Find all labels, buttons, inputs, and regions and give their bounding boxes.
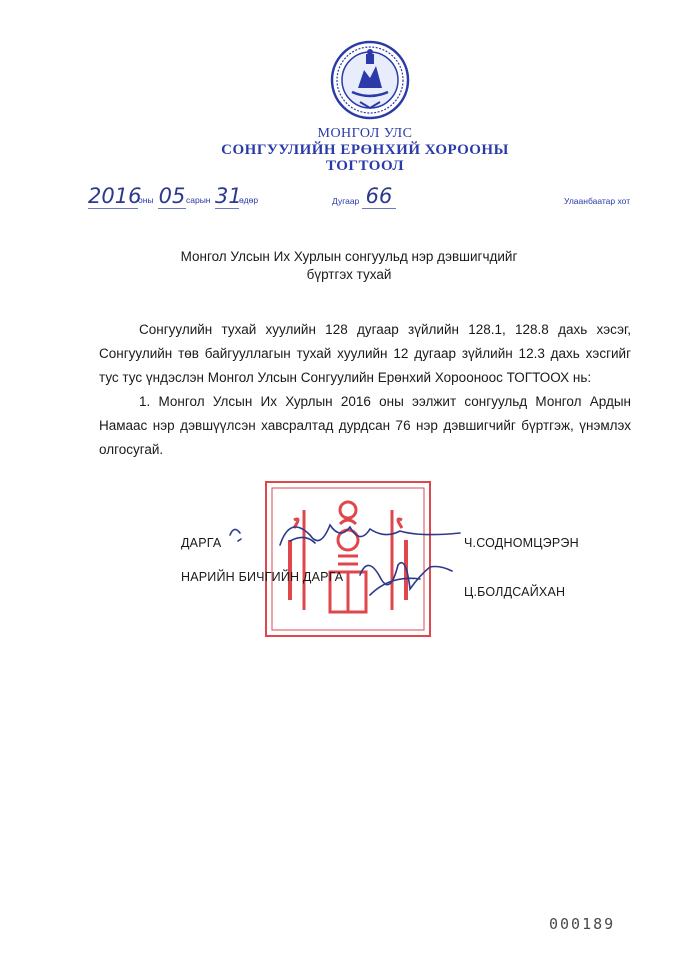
date-year-suffix: оны: [138, 195, 154, 205]
date-year: 2016: [88, 184, 142, 208]
date-month: 05: [158, 184, 186, 208]
state-emblem-icon: [330, 40, 410, 120]
secretary-name: Ц.БОЛДСАЙХАН: [464, 585, 566, 599]
signatures-icon: [220, 505, 470, 615]
document-title: [0, 248, 698, 284]
number-value: 66: [362, 184, 396, 209]
chair-title: ДАРГА: [181, 536, 222, 550]
number-label: Дугаар: [332, 196, 360, 206]
country-name: МОНГОЛ УЛС: [317, 126, 413, 141]
document-type: ТОГТООЛ: [325, 158, 405, 174]
organization-name: СОНГУУЛИЙН ЕРӨНХИЙ ХОРООНЫ: [221, 142, 509, 158]
body-paragraph-1: Сонгуулийн тухай хуулийн 128 дугаар зүйлийн 128.1, 128.8 дахь хэсэг, Сонгуулийн төв байгууллагын тухай хуулийн 12 дугаар зүйлийн 12.3 дахь хэсгийг тус тус үндэслэн Монгол Улсын Сонгуулийн Ерөнхий Хорооноос ТОГТООХ нь:: [99, 322, 631, 385]
date-day: 31: [214, 184, 242, 208]
place-name: Улаанбаатар хот: [564, 196, 631, 206]
date-day-suffix: өдөр: [238, 195, 259, 205]
chair-name: Ч.СОДНОМЦЭРЭН: [464, 536, 579, 550]
body-paragraph-2: 1. Монгол Улсын Их Хурлын 2016 оны ээлжит сонгуульд Монгол Ардын Намаас нэр дэвшүүлсэн хавсралтад дурдсан 76 нэр дэвшигчийг бүртгэж, үнэмлэх олгосугай.: [99, 394, 631, 457]
serial-number: 000189: [549, 915, 616, 933]
secretary-title: НАРИЙН БИЧГИЙН ДАРГА: [181, 570, 344, 584]
title-line-1: Монгол Улсын Их Хурлын сонгуульд нэр дэвшигчдийг: [180, 249, 518, 264]
date-line: [88, 184, 258, 209]
title-line-2: бүртгэх тухай: [306, 267, 392, 282]
date-month-suffix: сарын: [185, 195, 211, 205]
